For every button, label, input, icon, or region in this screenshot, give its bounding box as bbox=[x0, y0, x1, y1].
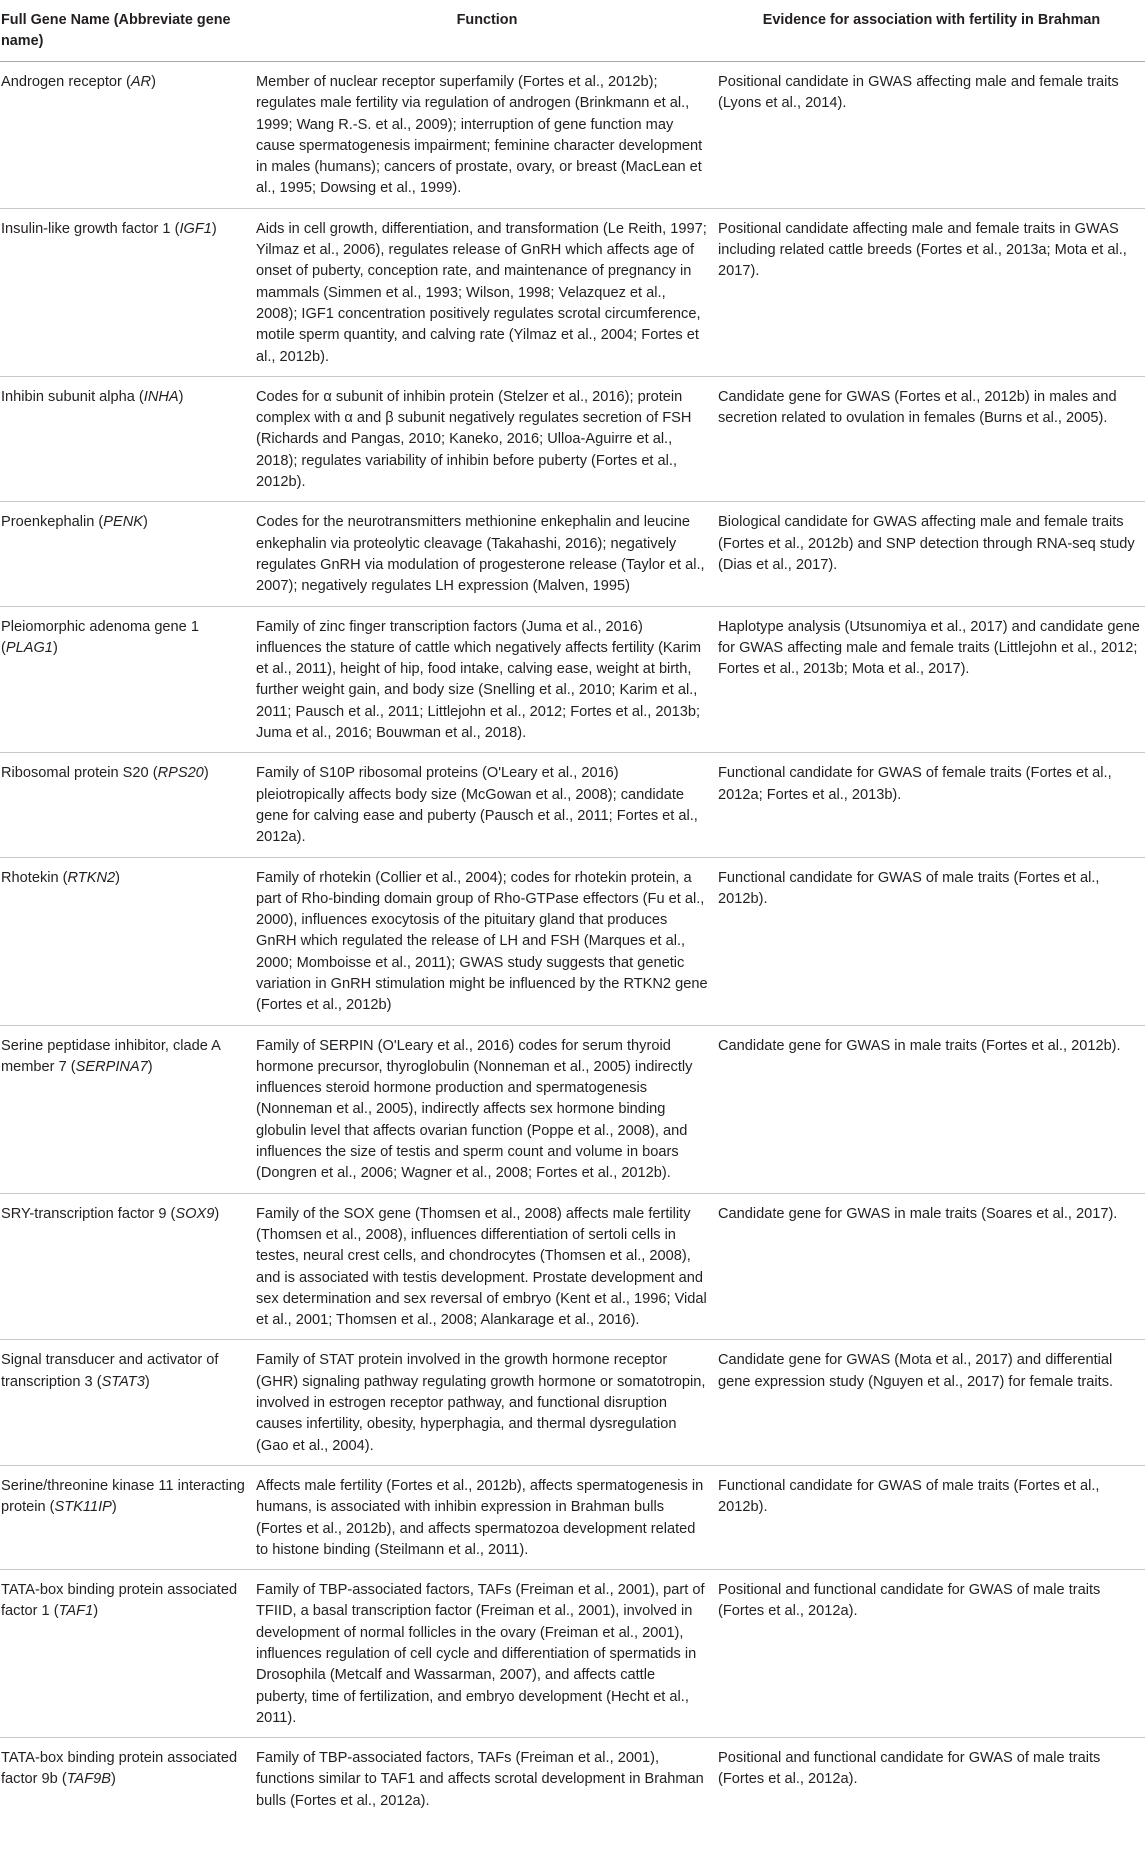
evidence-cell: Candidate gene for GWAS in male traits (Soares et al., 2017). bbox=[718, 1193, 1145, 1340]
gene-name-cell bbox=[0, 1570, 256, 1738]
table-row bbox=[0, 1465, 1145, 1569]
function-cell: Family of SERPIN (O'Leary et al., 2016) codes for serum thyroid hormone precursor, thyroglobulin (Nonneman et al., 2005) indirectly influences steroid hormone production and spermatogenesis (Nonneman et al., 2005), indirectly affects sex hormone binding globulin level that affects ovarian function (Poppe et al., 2008), and influences the size of testis and sperm count and volume in boars (Dongren et al., 2006; Wagner et al., 2008; Fortes et al., 2012b). bbox=[256, 1025, 718, 1193]
table-row bbox=[0, 1025, 1145, 1193]
table-row bbox=[0, 753, 1145, 857]
function-cell: Family of S10P ribosomal proteins (O'Leary et al., 2016) pleiotropically affects body size (McGowan et al., 2008); candidate gene for calving ease and puberty (Pausch et al., 2011; Fortes et al., 2012a). bbox=[256, 753, 718, 857]
gene-abbreviation: TAF1 bbox=[58, 1603, 94, 1620]
gene-name-close: ) bbox=[111, 1771, 116, 1788]
gene-name-cell bbox=[0, 1025, 256, 1193]
gene-full-name: Insulin-like growth factor 1 ( bbox=[1, 220, 180, 237]
table-row bbox=[0, 208, 1145, 376]
gene-name-close: ) bbox=[142, 514, 148, 531]
gene-name-cell bbox=[0, 208, 256, 376]
table-row bbox=[0, 857, 1145, 1025]
header-row bbox=[0, 0, 1145, 62]
evidence-cell: Functional candidate for GWAS of female traits (Fortes et al., 2012a; Fortes et al., 2013b). bbox=[718, 753, 1145, 857]
evidence-cell: Haplotype analysis (Utsunomiya et al., 2017) and candidate gene for GWAS affecting male and female traits (Littlejohn et al., 2012; Fortes et al., 2013b; Mota et al., 2017). bbox=[718, 606, 1145, 753]
header-evidence: Evidence for association with fertility in Brahman bbox=[718, 0, 1145, 62]
gene-abbreviation: SOX9 bbox=[175, 1205, 215, 1222]
gene-abbreviation: RTKN2 bbox=[67, 869, 116, 886]
gene-full-name: Ribosomal protein S20 ( bbox=[1, 765, 158, 782]
function-cell: Family of STAT protein involved in the growth hormone receptor (GHR) signaling pathway regulating growth hormone or somatotropin, involved in estrogen receptor pathway, and functional disruption causes infertility, obesity, hyperphagia, and thermal dysregulation (Gao et al., 2004). bbox=[256, 1340, 718, 1465]
gene-full-name: Androgen receptor ( bbox=[1, 74, 131, 90]
gene-name-cell bbox=[0, 857, 256, 1025]
function-cell: Family of rhotekin (Collier et al., 2004); codes for rhotekin protein, a part of Rho-binding domain group of Rho-GTPase effectors (Fu et al., 2000), influences exocytosis of the pituitary gland that produces GnRH which regulated the release of LH and FSH (Marques et al., 2000; Momboisse et al., 2011); GWAS study suggests that genetic variation in GnRH stimulation might be influenced by the RTKN2 gene (Fortes et al., 2012b) bbox=[256, 857, 718, 1025]
header-gene-name: Full Gene Name (Abbreviate gene name) bbox=[0, 0, 256, 62]
gene-name-close: ) bbox=[203, 765, 209, 782]
gene-full-name: Serine peptidase inhibitor, clade A member 7 ( bbox=[1, 1037, 221, 1075]
gene-abbreviation: PLAG1 bbox=[5, 639, 53, 656]
gene-name-close: ) bbox=[151, 74, 156, 90]
gene-name-cell bbox=[0, 1193, 256, 1340]
gene-abbreviation: IGF1 bbox=[179, 220, 212, 237]
function-cell: Family of the SOX gene (Thomsen et al., 2008) affects male fertility (Thomsen et al., 2008), influences differentiation of sertoli cells in testes, neural crest cells, and chondrocytes (Thomsen et al., 2008), and is associated with testis development. Prostate development and sex determination and sex reversal of embryo (Kent et al., 1996; Vidal et al., 2001; Thomsen et al., 2008; Alankarage et al., 2016). bbox=[256, 1193, 718, 1340]
function-cell: Affects male fertility (Fortes et al., 2012b), affects spermatogenesis in humans, is associated with inhibin expression in Brahman bulls (Fortes et al., 2012b), and affects spermatozoa development related to histone binding (Steilmann et al., 2011). bbox=[256, 1465, 718, 1569]
gene-full-name: Proenkephalin ( bbox=[1, 514, 104, 531]
gene-full-name: Inhibin subunit alpha ( bbox=[1, 388, 144, 405]
gene-full-name: Serine/threonine kinase 11 interacting protein ( bbox=[1, 1477, 245, 1516]
function-cell: Family of TBP-associated factors, TAFs (Freiman et al., 2001), functions similar to TAF1 and affects scrotal development in Brahman bulls (Fortes et al., 2012a). bbox=[256, 1750, 704, 1809]
gene-abbreviation: SERPINA7 bbox=[75, 1058, 148, 1075]
gene-full-name: Signal transducer and activator of transcription 3 ( bbox=[1, 1352, 219, 1390]
gene-abbreviation: STK11IP bbox=[54, 1499, 112, 1516]
table-row bbox=[0, 1570, 1145, 1738]
function-cell: Family of TBP-associated factors, TAFs (Freiman et al., 2001), part of TFIID, a basal transcription factor (Freiman et al., 2001), involved in development of normal follicles in the ovary (Freiman et al., 2001), influences regulation of cell cycle and differentiation of spermatids in Drosophila (Metcalf and Wassarman, 2007), and affects cattle puberty, time of fertilization, and embryo development (Hecht et al., 2011). bbox=[256, 1570, 718, 1738]
evidence-cell: Candidate gene for GWAS in male traits (Fortes et al., 2012b). bbox=[718, 1025, 1145, 1193]
gene-abbreviation: PENK bbox=[103, 514, 143, 531]
evidence-cell: Candidate gene for GWAS (Mota et al., 2017) and differential gene expression study (Nguyen et al., 2017) for female traits. bbox=[718, 1340, 1145, 1465]
table-row bbox=[0, 502, 1145, 606]
gene-name-cell bbox=[0, 1738, 256, 1820]
gene-full-name: TATA-box binding protein associated factor 1 ( bbox=[1, 1582, 238, 1620]
gene-abbreviation: TAF9B bbox=[66, 1771, 112, 1788]
gene-full-name: Rhotekin ( bbox=[1, 869, 68, 886]
evidence-cell: Biological candidate for GWAS affecting male and female traits (Fortes et al., 2012b) and SNP detection through RNA-seq study (Dias et al., 2017). bbox=[718, 502, 1145, 606]
table-row bbox=[0, 62, 1145, 209]
gene-name-cell bbox=[0, 502, 256, 606]
gene-abbreviation: STAT3 bbox=[101, 1373, 145, 1390]
gene-name-close: ) bbox=[178, 388, 184, 405]
evidence-cell: Positional and functional candidate for GWAS of male traits (Fortes et al., 2012a). bbox=[718, 1570, 1145, 1738]
table-row bbox=[0, 1193, 1145, 1340]
gene-abbreviation: RPS20 bbox=[157, 765, 204, 782]
table-row bbox=[0, 1340, 1145, 1465]
gene-name-close: ) bbox=[93, 1603, 99, 1620]
gene-name-close: ) bbox=[147, 1058, 153, 1075]
table-row bbox=[0, 1738, 1145, 1820]
gene-name-cell bbox=[0, 376, 256, 501]
gene-name-cell bbox=[0, 606, 256, 753]
function-cell: Codes for the neurotransmitters methionine enkephalin and leucine enkephalin via proteolytic cleavage (Takahashi, 2016); negatively regulates GnRH via modulation of progesterone release (Taylor et al., 2007); negatively regulates LH expression (Malven, 1995) bbox=[256, 502, 718, 606]
table-header bbox=[0, 0, 1145, 62]
gene-name-close: ) bbox=[211, 220, 217, 237]
gene-name-cell bbox=[0, 1340, 256, 1465]
function-cell: Codes for α subunit of inhibin protein (Stelzer et al., 2016); protein complex with α and β subunit negatively regulates secretion of FSH (Richards and Pangas, 2010; Kaneko, 2016; Ulloa-Aguirre et al., 2018); regulates variability of inhibin before puberty (Fortes et al., 2012b). bbox=[256, 376, 718, 501]
evidence-cell: Candidate gene for GWAS (Fortes et al., 2012b) in males and secretion related to ovulation in females (Burns et al., 2005). bbox=[718, 376, 1145, 501]
gene-name-cell bbox=[0, 62, 256, 209]
gene-name-close: ) bbox=[115, 869, 120, 886]
gene-name-cell bbox=[0, 753, 256, 857]
evidence-cell: Positional candidate affecting male and female traits in GWAS including related cattle breeds (Fortes et al., 2013a; Mota et al., 2017). bbox=[718, 208, 1145, 376]
gene-name-close: ) bbox=[111, 1499, 117, 1516]
evidence-cell: Positional and functional candidate for GWAS of male traits (Fortes et al., 2012a). bbox=[718, 1750, 1101, 1788]
function-cell: Member of nuclear receptor superfamily (Fortes et al., 2012b); regulates male fertility via regulation of androgen (Brinkmann et al., 1999; Wang R.-S. et al., 2009); interruption of gene function may cause spermatogenesis impairment; feminine character development in males (humans); cancers of prostate, ovary, or breast (MacLean et al., 1995; Dowsing et al., 1999). bbox=[256, 62, 718, 209]
table-body bbox=[0, 62, 1145, 1821]
header-function: Function bbox=[256, 0, 718, 62]
gene-name-close: ) bbox=[214, 1205, 220, 1222]
gene-abbreviation: INHA bbox=[143, 388, 179, 405]
evidence-cell: Functional candidate for GWAS of male traits (Fortes et al., 2012b). bbox=[718, 857, 1145, 1025]
gene-abbreviation: AR bbox=[130, 74, 152, 90]
function-cell: Family of zinc finger transcription factors (Juma et al., 2016) influences the stature of cattle which negatively affects fertility (Karim et al., 2011), height of hip, food intake, calving ease, weight at birth, further weight gain, and body size (Snelling et al., 2010; Karim et al., 2011; Pausch et al., 2011; Littlejohn et al., 2012; Fortes et al., 2013b; Juma et al., 2016; Bouwman et al., 2018). bbox=[256, 606, 718, 753]
function-cell: Aids in cell growth, differentiation, and transformation (Le Reith, 1997; Yilmaz et al., 2006), regulates release of GnRH which affects age of onset of puberty, conception rate, and maintenance of pregnancy in mammals (Simmen et al., 1993; Wilson, 1998; Velazquez et al., 2008); IGF1 concentration positively regulates scrotal circumference, motile sperm quantity, and calving rate (Yilmaz et al., 2004; Fortes et al., 2012b). bbox=[256, 208, 718, 376]
gene-name-close: ) bbox=[144, 1373, 150, 1390]
evidence-cell: Positional candidate in GWAS affecting male and female traits (Lyons et al., 2014). bbox=[718, 62, 1145, 209]
table-row bbox=[0, 376, 1145, 501]
gene-full-name: SRY-transcription factor 9 ( bbox=[1, 1205, 176, 1222]
gene-full-name: Pleiomorphic adenoma gene 1 ( bbox=[1, 618, 199, 656]
evidence-cell: Functional candidate for GWAS of male traits (Fortes et al., 2012b). bbox=[718, 1465, 1145, 1569]
table-row bbox=[0, 606, 1145, 753]
gene-name-close: ) bbox=[52, 639, 58, 656]
gene-full-name: TATA-box binding protein associated factor 9b ( bbox=[1, 1750, 238, 1788]
gene-name-cell bbox=[0, 1465, 256, 1569]
